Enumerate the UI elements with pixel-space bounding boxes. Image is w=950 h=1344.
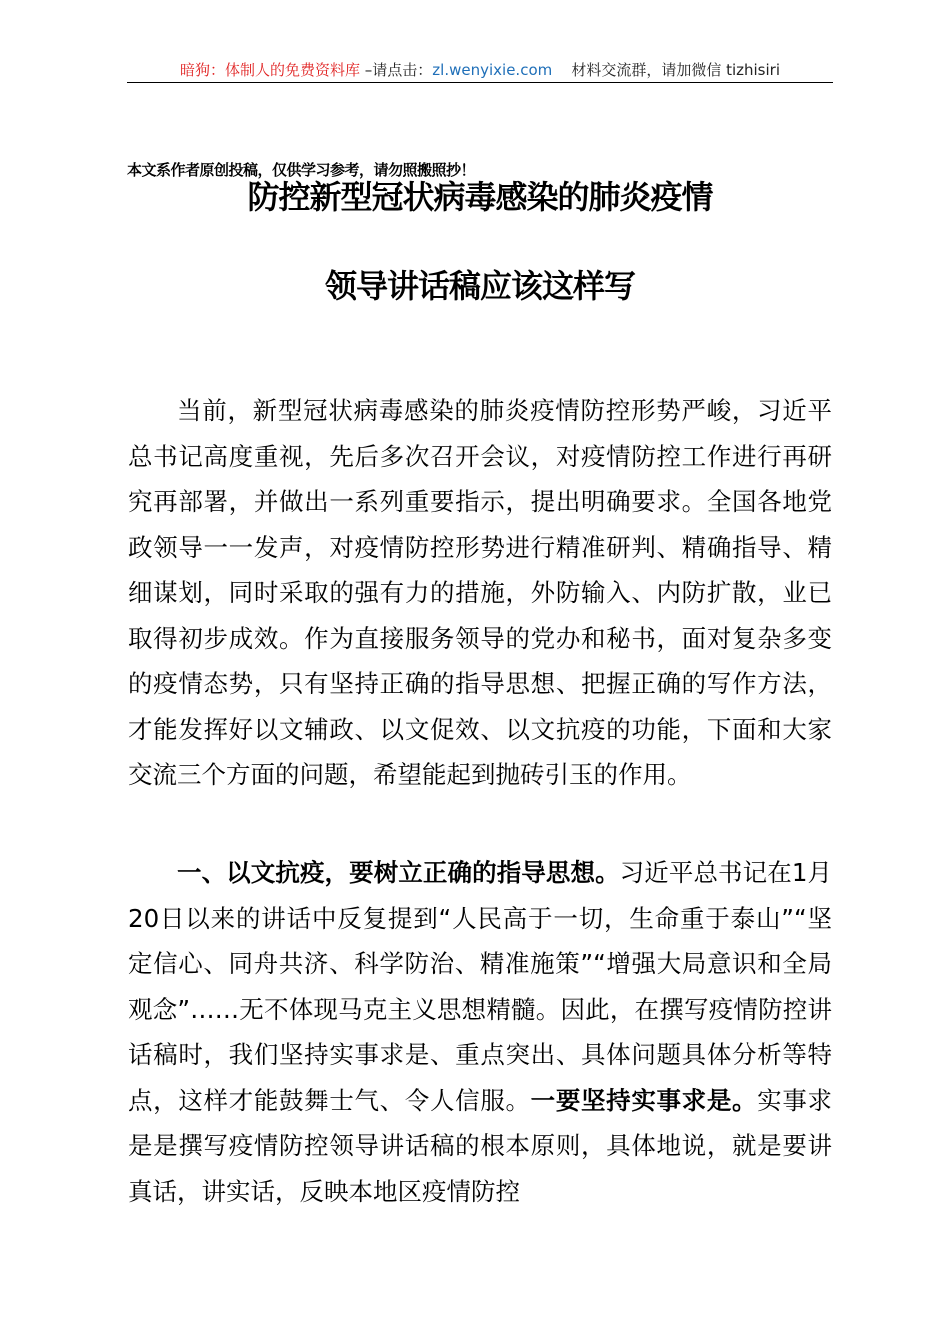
section-body-2: 实事求是是撰写疫情防控领导讲话稿的根本原则，具体地说，就是要讲真话，讲实话，反映本地区疫情防控 <box>128 1085 833 1206</box>
header-divider <box>127 82 833 83</box>
section-one-paragraph <box>128 850 832 1214</box>
section-subheading: 一要坚持实事求是。 <box>530 1085 758 1115</box>
document-title-line-1: 防控新型冠状病毒感染的肺炎疫情 <box>247 178 713 216</box>
page-header <box>127 58 833 82</box>
intro-paragraph <box>128 388 832 798</box>
document-title-line-2: 领导讲话稿应该这样写 <box>324 267 635 305</box>
section-body-1: 习近平总书记在1月20日以来的讲话中反复提到“人民高于一切，生命重于泰山”“坚定信心、同舟共济、科学防治、精准施策”“增强大局意识和全局观念”……无不体现马克主义思想精髓。因此，在撰写疫情防控讲话稿时，我们坚持实事求是、重点突出、具体问题具体分析等特点，这样才能鼓舞士气、令人信服。 <box>128 858 832 1115</box>
intro-paragraph-text: 当前，新型冠状病毒感染的肺炎疫情防控形势严峻，习近平总书记高度重视，先后多次召开会议，对疫情防控工作进行再研究再部署，并做出一系列重要指示，提出明确要求。全国各地党政领导一一发声，对疫情防控形势进行精准研判、精确指导、精细谋划，同时采取的强有力的措施，外防输入、内防扩散，业已取得初步成效。作为直接服务领导的党办和秘书，面对复杂多变的疫情态势，只有坚持正确的指导思想、把握正确的写作方法，才能发挥好以文辅政、以文促效、以文抗疫的功能，下面和大家交流三个方面的问题，希望能起到抛砖引玉的作用。 <box>128 396 832 789</box>
header-click-prompt: –请点击： <box>360 61 433 79</box>
copyright-notice: 本文系作者原创投稿，仅供学习参考，请勿照搬照抄！ <box>127 161 476 179</box>
header-wechat-text: 材料交流群，请加微信 tizhisiri <box>571 61 780 79</box>
header-wechat-note <box>552 61 780 79</box>
section-heading: 一、以文抗疫，要树立正确的指导思想。 <box>177 858 620 887</box>
header-link[interactable]: zl.wenyixie.com <box>432 61 553 79</box>
header-promo: 暗狗：体制人的免费资料库 <box>180 61 361 79</box>
section-one-text <box>128 850 832 1214</box>
